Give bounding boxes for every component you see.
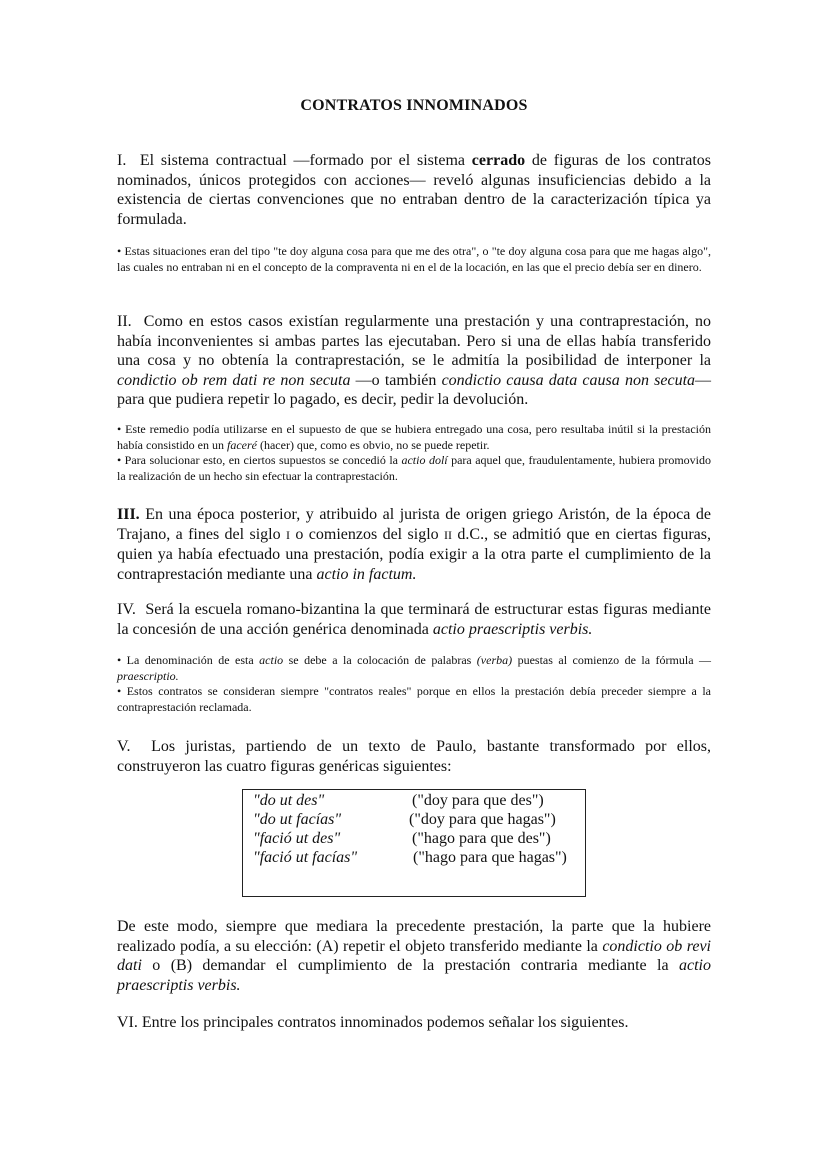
note-text: • Para solucionar esto, en ciertos supuestos se concedió la xyxy=(117,453,402,467)
note-text: se debe a la colocación de palabras xyxy=(283,653,477,667)
section-1 xyxy=(117,151,711,229)
note-text: • La denominación de esta xyxy=(117,653,260,667)
latin-term: (verba) xyxy=(476,653,513,667)
section-text: Será la escuela romano-bizantina la que terminará de estructurar estas figuras mediante la concesión de una acción genérica denominada xyxy=(117,601,711,638)
latin-term: condictio causa data causa non secuta xyxy=(441,371,696,389)
section-number: IV. xyxy=(117,601,136,618)
section-text: Los juristas, partiendo de un texto de Paulo, bastante transformado por ellos, construyeron las cuatro figuras genéricas siguientes: xyxy=(117,738,711,775)
latin-term: condictio ob rem dati re non secuta xyxy=(117,371,351,389)
figure-spanish: ("doy para que des") xyxy=(412,792,544,809)
section-text: VI. Entre los principales contratos innominados podemos señalar los siguientes. xyxy=(117,1014,629,1031)
note-4 xyxy=(117,653,711,715)
section-text: o comienzos del siglo xyxy=(290,525,445,543)
section-text: En una época posterior, y atribuido al jurista de origen griego Aristón, de la época de Trajano, a fines del siglo xyxy=(117,506,711,543)
roman-numeral: I xyxy=(286,527,290,542)
section-number: I. xyxy=(117,152,127,169)
section-text: — para que pudiera repetir lo pagado, es decir, pedir la devolución. xyxy=(117,371,712,408)
note-text: (hacer) que, como es obvio, no se puede repetir. xyxy=(256,437,490,452)
latin-term: actio in factum. xyxy=(316,565,417,583)
section-text: d.C., se admitió que en ciertas figuras, quien ya había efectuado una prestación, podía exigir a la otra parte el cumplimiento de la contraprestación mediante una xyxy=(117,525,712,583)
figure-latin: "do ut des" xyxy=(253,792,325,809)
section-text: —o también xyxy=(350,371,442,389)
latin-term: actio praescriptis verbis. xyxy=(432,620,593,638)
figure-latin: "fació ut des" xyxy=(253,830,341,847)
section-6 xyxy=(117,1013,711,1033)
figure-spanish: ("hago para que hagas") xyxy=(413,849,567,866)
section-number: III. xyxy=(117,506,140,523)
note-text: para aquel que, fraudulentamente, hubiera promovido la realización de un hecho sin efectuar la contraprestación. xyxy=(117,453,711,483)
note-text: • Este remedio podía utilizarse en el supuesto de que se hubiera entregado una cosa, pero resultaba inútil si la prestación había consistido en un xyxy=(117,422,711,452)
figure-latin: "do ut facías" xyxy=(253,811,342,828)
page-title: CONTRATOS INNOMINADOS xyxy=(300,97,528,114)
latin-term: actio dolí xyxy=(401,453,448,467)
section-5-conclusion xyxy=(117,917,711,995)
figure-spanish: ("doy para que hagas") xyxy=(409,811,556,828)
note-text: • Estas situaciones eran del tipo "te doy alguna cosa para que me des otra", o "te doy alguna cosa para que me hagas algo", las cuales no entraban ni en el concepto de la compraventa ni en el de la locación, en las que el precio debía ser en dinero. xyxy=(117,244,711,274)
section-2 xyxy=(117,312,711,410)
bold-term: cerrado xyxy=(471,152,526,169)
section-number: II. xyxy=(117,313,132,330)
latin-term: actio xyxy=(259,653,284,667)
latin-term: condictio ob revi dati xyxy=(117,937,711,974)
note-text: • Estos contratos se consideran siempre "contratos reales" porque en ellos la prestación debía preceder siempre a la contraprestación reclamada. xyxy=(117,684,711,714)
latin-term: actio praescriptis verbis. xyxy=(117,957,711,994)
latin-term: praescriptio. xyxy=(117,668,179,683)
section-text: De este modo, siempre que mediara la precedente prestación, la parte que la hubiere realizado podía, a su elección: (A) repetir el objeto transferido mediante la xyxy=(117,918,711,955)
section-number: V. xyxy=(117,738,131,755)
section-text: El sistema contractual —formado por el sistema xyxy=(139,152,472,169)
latin-term: faceré xyxy=(226,437,257,452)
section-3 xyxy=(117,505,711,584)
note-1 xyxy=(117,244,711,275)
note-text: puestas al comienzo de la fórmula — xyxy=(512,653,711,667)
figure-latin: "fació ut facías" xyxy=(253,849,358,866)
section-5 xyxy=(117,737,711,776)
section-text: de figuras de los contratos nominados, únicos protegidos con acciones— reveló algunas insuficiencias debido a la existencia de ciertas convenciones que no entraban dentro de la caracterización típica ya formulada. xyxy=(117,152,711,228)
section-text: Como en estos casos existían regularmente una prestación y una contraprestación, no había inconvenientes si ambas partes las ejecutaban. Pero si una de ellas había transferido una cosa y no obtenía la contraprestación, se le admitía la posibilidad de interponer la xyxy=(117,313,712,369)
section-text: o (B) demandar el cumplimiento de la prestación contraria mediante la xyxy=(141,957,679,974)
note-2 xyxy=(117,422,711,484)
section-4 xyxy=(117,600,711,639)
figure-spanish: ("hago para que des") xyxy=(412,830,551,847)
figures-table xyxy=(242,789,586,897)
roman-numeral: II xyxy=(444,527,453,542)
